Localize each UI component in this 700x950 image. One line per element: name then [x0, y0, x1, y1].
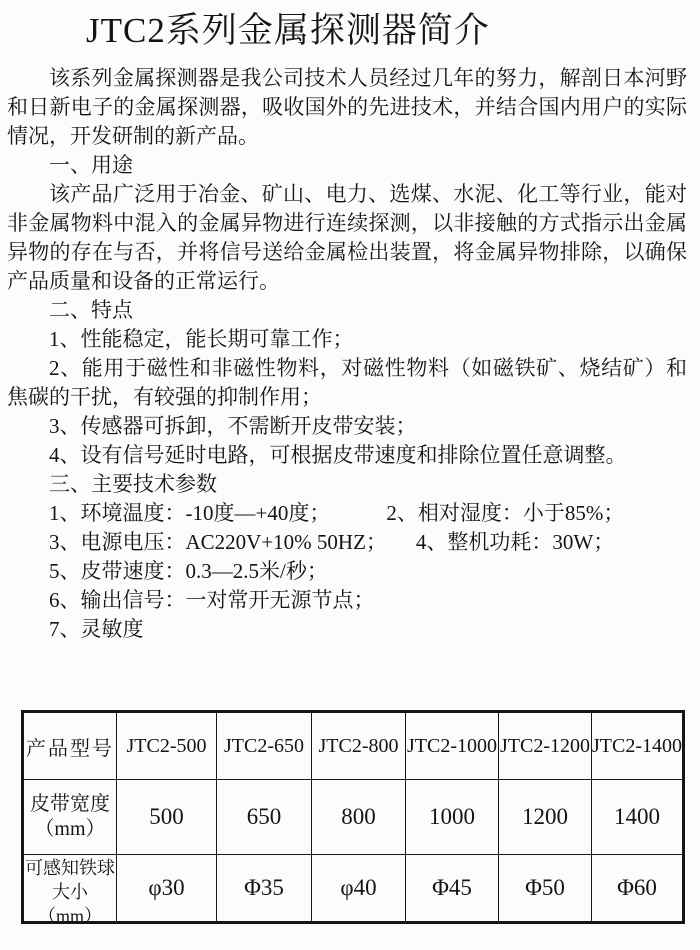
- spec-table: [21, 710, 685, 924]
- feature-item: 1、性能稳定，能长期可靠工作；: [49, 327, 354, 351]
- param-voltage: 3、电源电压：AC220V+10% 50HZ；: [49, 530, 387, 554]
- param-belt-speed: 5、皮带速度：0.3—2.5米/秒；: [49, 559, 328, 583]
- table-header-cell: JTC2-500: [117, 712, 217, 780]
- document-page: [0, 8, 700, 950]
- param-line: [7, 615, 687, 644]
- param-line: [7, 499, 687, 528]
- table-row-ball-size: [23, 855, 684, 923]
- param-line: [7, 557, 687, 586]
- table-value-cell: Φ45: [406, 855, 499, 923]
- table-value-cell: Φ60: [592, 855, 684, 923]
- page-title: JTC2系列金属探测器简介: [86, 11, 490, 50]
- param-line: [7, 528, 687, 557]
- table-header-cell: JTC2-650: [217, 712, 312, 780]
- table-value-cell: Φ35: [217, 855, 312, 923]
- table-value-cell: 650: [217, 780, 312, 855]
- table-label-cell: [23, 780, 117, 855]
- param-humidity: 2、相对湿度：小于85%；: [386, 501, 625, 525]
- ball-size-label-line: 可感知铁球: [25, 858, 115, 878]
- param-temp: 1、环境温度：-10度—+40度；: [49, 501, 331, 525]
- param-line: [7, 586, 687, 615]
- table-value-cell: 1400: [592, 780, 684, 855]
- table-label-cell: [23, 855, 117, 926]
- feature-item: 3、传感器可拆卸，不需断开皮带安装；: [49, 414, 417, 438]
- section-heading-features: 二、特点: [49, 298, 133, 322]
- table-header-cell: 产品型号: [23, 712, 117, 780]
- param-sensitivity: 7、灵敏度: [49, 617, 144, 641]
- usage-paragraph: 该产品广泛用于冶金、矿山、电力、选煤、水泥、化工等行业，能对非金属物料中混入的金属异物进行连续探测，以非接触的方式指示出金属异物的存在与否，并将信号送给金属检出装置，将金属异物排除，以确保产品质量和设备的正常运行。: [7, 182, 687, 293]
- feature-item: 4、设有信号延时电路，可根据皮带速度和排除位置任意调整。: [49, 443, 627, 467]
- param-output-signal: 6、输出信号：一对常开无源节点；: [49, 588, 375, 612]
- belt-width-unit-line: （mm）: [34, 818, 106, 840]
- ball-size-label-line: 大小: [52, 882, 88, 902]
- table-value-cell: Φ50: [499, 855, 592, 923]
- intro-paragraph: 该系列金属探测器是我公司技术人员经过几年的努力，解剖日本河野和日新电子的金属探测器，吸收国外的先进技术，并结合国内用户的实际情况，开发研制的新产品。: [7, 66, 687, 148]
- table-value-cell: 800: [312, 780, 406, 855]
- table-value-cell: 1000: [406, 780, 499, 855]
- table-header-cell: JTC2-1200: [499, 712, 592, 780]
- table-row-models: [23, 712, 684, 780]
- table-header-cell: JTC2-800: [312, 712, 406, 780]
- belt-width-label-line: 皮带宽度: [30, 793, 110, 815]
- table-header-cell: JTC2-1000: [406, 712, 499, 780]
- table-value-cell: 1200: [499, 780, 592, 855]
- feature-item: 2、能用于磁性和非磁性物料，对磁性物料（如磁铁矿、烧结矿）和焦碳的干扰，有较强的抑制作用；: [7, 356, 687, 409]
- table-header-cell: JTC2-1400: [592, 712, 684, 780]
- ball-size-unit-line: （mm）: [37, 906, 102, 926]
- table-row-belt-width: [23, 780, 684, 855]
- table-value-cell: φ30: [117, 855, 217, 923]
- param-power: 4、整机功耗：30W；: [415, 530, 615, 554]
- table-value-cell: φ40: [312, 855, 406, 923]
- section-heading-usage: 一、用途: [49, 153, 133, 177]
- section-heading-params: 三、主要技术参数: [49, 472, 217, 496]
- document-body: [7, 64, 687, 644]
- table-value-cell: 500: [117, 780, 217, 855]
